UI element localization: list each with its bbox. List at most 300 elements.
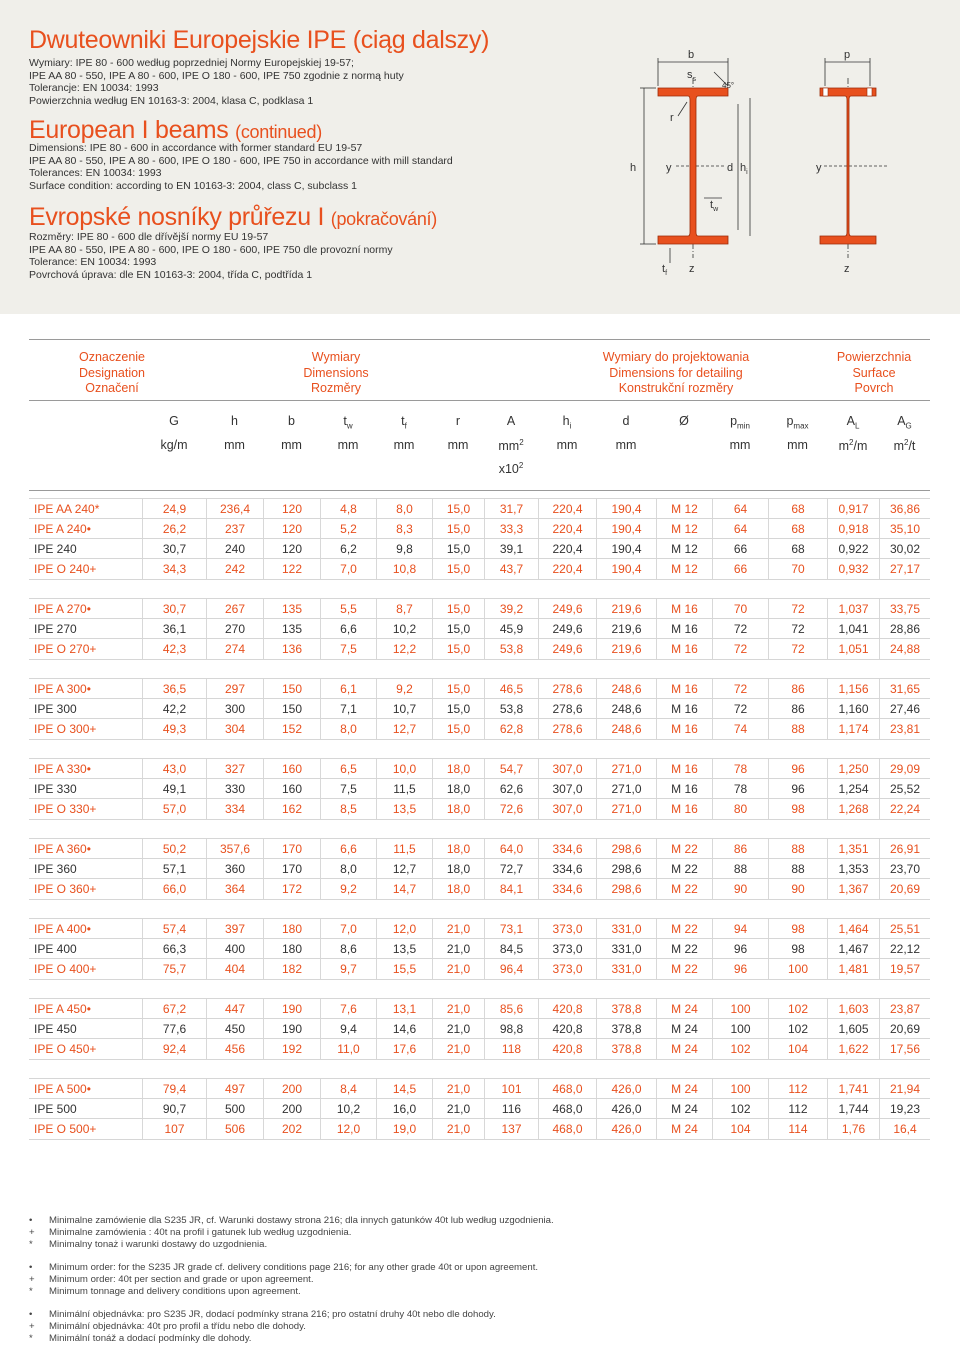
symbol-main: h — [231, 414, 238, 428]
table-header-rule — [29, 490, 930, 491]
table-cell: 160 — [263, 759, 320, 779]
table-cell: 426,0 — [596, 1119, 656, 1139]
column-symbol — [205, 414, 265, 428]
table-cell: 7,5 — [320, 639, 376, 659]
column-symbol — [262, 414, 322, 428]
table-cell: 248,6 — [596, 679, 656, 699]
title-sub: (continued) — [235, 122, 322, 142]
table-row — [29, 558, 930, 580]
table-cell: 100 — [712, 1019, 768, 1039]
table-cell: 14,5 — [376, 1079, 432, 1099]
cell-designation: IPE 300 — [34, 702, 77, 716]
table-row — [29, 1078, 930, 1099]
table-row — [29, 938, 930, 959]
table-cell: 373,0 — [538, 939, 596, 959]
table-row — [29, 918, 930, 939]
table-row — [29, 518, 930, 539]
table-cell: 304 — [206, 719, 263, 739]
table-cell: 80 — [712, 799, 768, 819]
table-cell: 180 — [263, 919, 320, 939]
unit-main: mm — [337, 438, 359, 452]
table-cell: 8,0 — [320, 719, 376, 739]
label-tf — [662, 263, 667, 277]
column-symbol — [654, 414, 714, 428]
table-cell: 9,2 — [376, 679, 432, 699]
table-cell: 39,2 — [484, 599, 538, 619]
table-cell: 21,0 — [432, 1099, 484, 1119]
table-cell: 72 — [768, 639, 827, 659]
table-cell: 72 — [712, 679, 768, 699]
table-cell: 74 — [712, 719, 768, 739]
table-cell: 7,0 — [320, 559, 376, 579]
label-z-right: z — [844, 263, 850, 275]
table-cell: 33,75 — [879, 599, 930, 619]
table-cell: 104 — [712, 1119, 768, 1139]
table-cell: 400 — [206, 939, 263, 959]
footnote-line — [29, 1333, 251, 1345]
cell-designation: IPE A 360• — [34, 842, 91, 856]
column-symbol — [318, 414, 378, 431]
unit-main: mm — [447, 438, 469, 452]
table-cell: 64 — [712, 519, 768, 539]
table-cell: 5,2 — [320, 519, 376, 539]
table-cell: 98 — [768, 799, 827, 819]
table-cell: 12,7 — [376, 719, 432, 739]
column-unit — [144, 438, 204, 452]
footnote-marker: • — [29, 1309, 33, 1320]
cell-designation: IPE O 400+ — [34, 962, 97, 976]
table-cell: 190 — [263, 1019, 320, 1039]
table-cell: 1,464 — [827, 919, 879, 939]
table-cell: 15,0 — [432, 519, 484, 539]
label-hi-sub: i — [746, 169, 748, 176]
footnote-marker: * — [29, 1286, 33, 1297]
table-cell: 17,56 — [879, 1039, 930, 1059]
table-cell: 11,0 — [320, 1039, 376, 1059]
table-row — [29, 1038, 930, 1060]
symbol-sub: i — [569, 421, 572, 431]
table-cell: M 24 — [656, 999, 712, 1019]
table-top-rule — [29, 339, 930, 340]
column-unit — [710, 438, 770, 452]
table-cell: 307,0 — [538, 779, 596, 799]
table-cell: 16,0 — [376, 1099, 432, 1119]
table-cell: 46,5 — [484, 679, 538, 699]
table-cell: 9,2 — [320, 879, 376, 899]
table-cell: 96 — [712, 959, 768, 979]
table-cell: 100 — [712, 999, 768, 1019]
table-cell: 378,8 — [596, 999, 656, 1019]
footnote-marker: • — [29, 1215, 33, 1226]
table-cell: 100 — [712, 1079, 768, 1099]
unit-main: m — [893, 439, 904, 454]
table-cell: 172 — [263, 879, 320, 899]
table-cell: 237 — [206, 519, 263, 539]
table-cell: 297 — [206, 679, 263, 699]
table-cell: 378,8 — [596, 1019, 656, 1039]
column-symbol — [481, 414, 541, 428]
table-cell: 192 — [263, 1039, 320, 1059]
table-cell: 23,87 — [879, 999, 930, 1019]
table-cell: 190,4 — [596, 499, 656, 519]
table-cell: 506 — [206, 1119, 263, 1139]
table-cell: 21,0 — [432, 1079, 484, 1099]
symbol-sub: max — [793, 421, 809, 431]
table-cell: 57,1 — [142, 859, 206, 879]
label-y-left: y — [666, 162, 672, 174]
symbol-sub: L — [854, 421, 860, 431]
column-unit — [262, 438, 322, 452]
table-cell: 85,6 — [484, 999, 538, 1019]
table-cell: 112 — [768, 1079, 827, 1099]
table-cell: 10,8 — [376, 559, 432, 579]
table-cell: 101 — [484, 1079, 538, 1099]
group-line: Wymiary do projektowania — [602, 350, 750, 364]
group-line: Surface — [852, 365, 896, 380]
table-cell: 92,4 — [142, 1039, 206, 1059]
table-cell: 17,6 — [376, 1039, 432, 1059]
table-cell: 31,7 — [484, 499, 538, 519]
table-cell: M 16 — [656, 779, 712, 799]
symbol-sub: min — [737, 421, 750, 431]
table-cell: 267 — [206, 599, 263, 619]
label-tf-sub: f — [665, 270, 668, 277]
table-cell: 114 — [768, 1119, 827, 1139]
info-line: Wymiary: IPE 80 - 600 według poprzedniej Normy Europejskiej 19-57; — [29, 57, 354, 69]
table-cell: 1,041 — [827, 619, 879, 639]
unit-main: mm — [615, 438, 637, 452]
table-cell: 86 — [768, 699, 827, 719]
table-cell: 219,6 — [596, 619, 656, 639]
table-cell: 18,0 — [432, 779, 484, 799]
table-cell: 21,94 — [879, 1079, 930, 1099]
table-cell: 96 — [768, 759, 827, 779]
table-cell: 21,0 — [432, 919, 484, 939]
symbol-main: b — [288, 414, 295, 428]
table-cell: 66 — [712, 539, 768, 559]
table-cell: 271,0 — [596, 799, 656, 819]
table-cell: 1,160 — [827, 699, 879, 719]
label-y-right: y — [816, 162, 822, 174]
footnote-line — [29, 1227, 351, 1239]
info-polish — [29, 57, 404, 107]
footnote-text: Minimum order: 40t per section and grade or upon agreement. — [49, 1274, 314, 1285]
label-r: r — [670, 112, 674, 124]
table-cell: 6,5 — [320, 759, 376, 779]
table-cell: 104 — [768, 1039, 827, 1059]
table-cell: 200 — [263, 1079, 320, 1099]
table-cell: 334,6 — [538, 839, 596, 859]
table-cell: 96 — [768, 779, 827, 799]
cell-designation: IPE 360 — [34, 862, 77, 876]
table-cell: 19,23 — [879, 1099, 930, 1119]
table-cell: 15,0 — [432, 639, 484, 659]
table-row — [29, 798, 930, 820]
table-cell: 1,037 — [827, 599, 879, 619]
table-cell: 118 — [484, 1039, 538, 1059]
table-cell: 0,922 — [827, 539, 879, 559]
table-cell: 18,0 — [432, 759, 484, 779]
symbol-main: d — [622, 414, 630, 428]
table-cell: 220,4 — [538, 539, 596, 559]
footnote-text: Minimalne zamówienia : 40t na profil i gatunek lub według uzgodnienia. — [49, 1227, 352, 1238]
info-line: Tolerance: EN 10034: 1993 — [29, 256, 157, 269]
label-tw-sub: w — [713, 206, 719, 213]
table-cell: 136 — [263, 639, 320, 659]
area-multiplier — [481, 461, 541, 476]
table-row — [29, 698, 930, 719]
info-line: IPE AA 80 - 550, IPE A 80 - 600, IPE O 180 - 600, IPE 750 zgodnie z normą huty — [29, 69, 404, 82]
table-cell: 34,3 — [142, 559, 206, 579]
table-cell: 98 — [768, 919, 827, 939]
table-cell: 14,7 — [376, 879, 432, 899]
table-cell: 5,5 — [320, 599, 376, 619]
cell-designation: IPE 450 — [34, 1022, 77, 1036]
table-cell: 28,86 — [879, 619, 930, 639]
table-cell: M 16 — [656, 599, 712, 619]
group-line: Povrch — [854, 381, 894, 395]
table-cell: 331,0 — [596, 959, 656, 979]
table-cell: 15,0 — [432, 679, 484, 699]
table-cell: 190 — [263, 999, 320, 1019]
table-cell: 19,57 — [879, 959, 930, 979]
column-symbol — [875, 414, 935, 431]
group-line: Rozměry — [310, 381, 361, 395]
table-cell: M 12 — [656, 559, 712, 579]
table-cell: 330 — [206, 779, 263, 799]
table-cell: 26,91 — [879, 839, 930, 859]
info-line: Rozměry: IPE 80 - 600 dle dřívější normy EU 19-57 — [29, 231, 269, 243]
title-main: European I beams — [29, 116, 229, 144]
table-cell: 90,7 — [142, 1099, 206, 1119]
table-cell: 298,6 — [596, 839, 656, 859]
column-unit — [428, 438, 488, 452]
table-cell: 15,0 — [432, 699, 484, 719]
table-cell: 170 — [263, 839, 320, 859]
table-cell: 116 — [484, 1099, 538, 1119]
table-cell: 420,8 — [538, 1019, 596, 1039]
table-cell: 10,2 — [376, 619, 432, 639]
table-row — [29, 858, 930, 879]
table-cell: 62,8 — [484, 719, 538, 739]
unit-main: kg/m — [160, 438, 188, 452]
table-cell: 447 — [206, 999, 263, 1019]
info-line: Surface condition: according to EN 10163-3: 2004, class C, subclass 1 — [29, 179, 358, 192]
table-cell: M 24 — [656, 1099, 712, 1119]
table-cell: 6,6 — [320, 619, 376, 639]
footnote-marker: + — [29, 1227, 35, 1238]
table-cell: 8,0 — [320, 859, 376, 879]
column-symbol — [428, 414, 488, 428]
table-cell: 98,8 — [484, 1019, 538, 1039]
table-cell: 200 — [263, 1099, 320, 1119]
cell-designation: IPE AA 240* — [34, 502, 100, 516]
table-cell: 334,6 — [538, 859, 596, 879]
table-cell: 182 — [263, 959, 320, 979]
info-line: Povrchová úprava: dle EN 10163-3: 2004, třída C, podtřída 1 — [29, 268, 313, 281]
title-czech — [29, 203, 437, 233]
table-cell: 21,0 — [432, 959, 484, 979]
group-line: Dimensions — [303, 365, 369, 380]
table-cell: 170 — [263, 859, 320, 879]
table-cell: 420,8 — [538, 999, 596, 1019]
beam-right — [820, 88, 876, 244]
table-cell: 20,69 — [879, 879, 930, 899]
table-cell: 271,0 — [596, 759, 656, 779]
cell-designation: IPE O 450+ — [34, 1042, 97, 1056]
table-cell: 426,0 — [596, 1099, 656, 1119]
column-symbol — [144, 414, 204, 428]
table-cell: 307,0 — [538, 759, 596, 779]
table-cell: 62,6 — [484, 779, 538, 799]
symbol-main: A — [897, 414, 906, 428]
table-cell: 137 — [484, 1119, 538, 1139]
group-line: Oznaczenie — [78, 350, 145, 364]
table-cell: 120 — [263, 519, 320, 539]
table-cell: 23,70 — [879, 859, 930, 879]
column-symbol — [537, 414, 597, 431]
table-cell: 45,9 — [484, 619, 538, 639]
table-cell: 79,4 — [142, 1079, 206, 1099]
cell-designation: IPE 500 — [34, 1102, 77, 1116]
unit-main: mm — [393, 438, 415, 452]
table-cell: 94 — [712, 919, 768, 939]
table-cell: M 22 — [656, 859, 712, 879]
table-cell: 64 — [712, 499, 768, 519]
unit-sup: 2 — [519, 438, 524, 447]
cell-designation: IPE A 450• — [34, 1002, 91, 1016]
table-cell: 404 — [206, 959, 263, 979]
table-cell: 242 — [206, 559, 263, 579]
table-cell: 10,7 — [376, 699, 432, 719]
table-cell: 120 — [263, 499, 320, 519]
table-cell: 7,1 — [320, 699, 376, 719]
symbol-main: p — [730, 414, 738, 428]
footnote-line — [29, 1321, 306, 1333]
table-cell: M 16 — [656, 719, 712, 739]
table-cell: 24,9 — [142, 499, 206, 519]
table-cell: 10,0 — [376, 759, 432, 779]
table-cell: 307,0 — [538, 799, 596, 819]
table-cell: 7,5 — [320, 779, 376, 799]
unit-sup: 2 — [849, 438, 854, 447]
label-ss — [687, 69, 697, 83]
table-row — [29, 838, 930, 859]
column-symbol — [374, 414, 434, 431]
table-cell: 66,0 — [142, 879, 206, 899]
footnote-text: Minimální tonáž a dodací podmínky dle dohody. — [49, 1333, 252, 1344]
cell-designation: IPE A 500• — [34, 1082, 91, 1096]
unit-main: mm — [224, 438, 245, 452]
cell-designation: IPE 400 — [34, 942, 77, 956]
table-cell: 7,6 — [320, 999, 376, 1019]
table-cell: 35,10 — [879, 519, 930, 539]
table-cell: 27,46 — [879, 699, 930, 719]
table-cell: 271,0 — [596, 779, 656, 799]
table-cell: 30,7 — [142, 539, 206, 559]
table-cell: 160 — [263, 779, 320, 799]
table-cell: 18,0 — [432, 859, 484, 879]
table-cell: 11,5 — [376, 779, 432, 799]
info-line: Dimensions: IPE 80 - 600 in accordance with former standard EU 19-57 — [29, 142, 363, 154]
table-cell: 468,0 — [538, 1119, 596, 1139]
table-cell: M 16 — [656, 679, 712, 699]
label-hi-main: h — [740, 162, 747, 174]
table-cell: 31,65 — [879, 679, 930, 699]
table-cell: 42,3 — [142, 639, 206, 659]
table-cell: 21,0 — [432, 1039, 484, 1059]
table-cell: 18,0 — [432, 879, 484, 899]
column-unit — [768, 438, 828, 452]
table-cell: 26,2 — [142, 519, 206, 539]
table-cell: 364 — [206, 879, 263, 899]
column-unit — [205, 438, 265, 452]
table-cell: 15,0 — [432, 559, 484, 579]
table-cell: 1,174 — [827, 719, 879, 739]
table-cell: M 16 — [656, 699, 712, 719]
table-cell: 220,4 — [538, 519, 596, 539]
table-cell: M 16 — [656, 799, 712, 819]
symbol-main: h — [562, 414, 570, 428]
table-cell: M 24 — [656, 1019, 712, 1039]
table-cell: 107 — [142, 1119, 206, 1139]
table-cell: 86 — [768, 679, 827, 699]
table-cell: 248,6 — [596, 719, 656, 739]
table-cell: 54,7 — [484, 759, 538, 779]
table-cell: 100 — [768, 959, 827, 979]
table-cell: 8,4 — [320, 1079, 376, 1099]
table-cell: 1,051 — [827, 639, 879, 659]
label-ss-sub: s — [692, 76, 696, 83]
label-tf-main: t — [662, 263, 666, 275]
table-group-rule — [29, 400, 930, 401]
table-cell: 278,6 — [538, 679, 596, 699]
table-cell: 27,17 — [879, 559, 930, 579]
info-czech — [29, 231, 393, 281]
table-cell: 1,254 — [827, 779, 879, 799]
cell-designation: IPE O 270+ — [34, 642, 97, 656]
table-cell: 73,1 — [484, 919, 538, 939]
table-cell: 1,744 — [827, 1099, 879, 1119]
title-main: Evropské nosníky průřezu I — [29, 203, 325, 231]
table-cell: 373,0 — [538, 919, 596, 939]
table-cell: 1,481 — [827, 959, 879, 979]
cell-designation: IPE O 240+ — [34, 562, 97, 576]
table-cell: 13,1 — [376, 999, 432, 1019]
table-cell: 6,1 — [320, 679, 376, 699]
symbol-main: G — [169, 414, 179, 428]
table-row — [29, 758, 930, 779]
table-cell: M 16 — [656, 639, 712, 659]
unit-sup: 2 — [904, 438, 909, 447]
table-cell: 15,5 — [376, 959, 432, 979]
table-cell: M 12 — [656, 519, 712, 539]
ibeam-diagram — [630, 48, 910, 288]
info-line: Tolerancje: EN 10034: 1993 — [29, 82, 159, 95]
cell-designation: IPE 240 — [34, 542, 77, 556]
table-cell: 70 — [712, 599, 768, 619]
table-cell: 120 — [263, 539, 320, 559]
table-cell: 96,4 — [484, 959, 538, 979]
cell-designation: IPE O 300+ — [34, 722, 97, 736]
table-cell: 10,2 — [320, 1099, 376, 1119]
label-z-left: z — [689, 263, 695, 275]
cell-designation: IPE A 400• — [34, 922, 91, 936]
info-line: IPE AA 80 - 550, IPE A 80 - 600, IPE O 180 - 600, IPE 750 dle provozní normy — [29, 243, 393, 256]
table-cell: 66 — [712, 559, 768, 579]
table-cell: 4,8 — [320, 499, 376, 519]
table-cell: 1,76 — [827, 1119, 879, 1139]
